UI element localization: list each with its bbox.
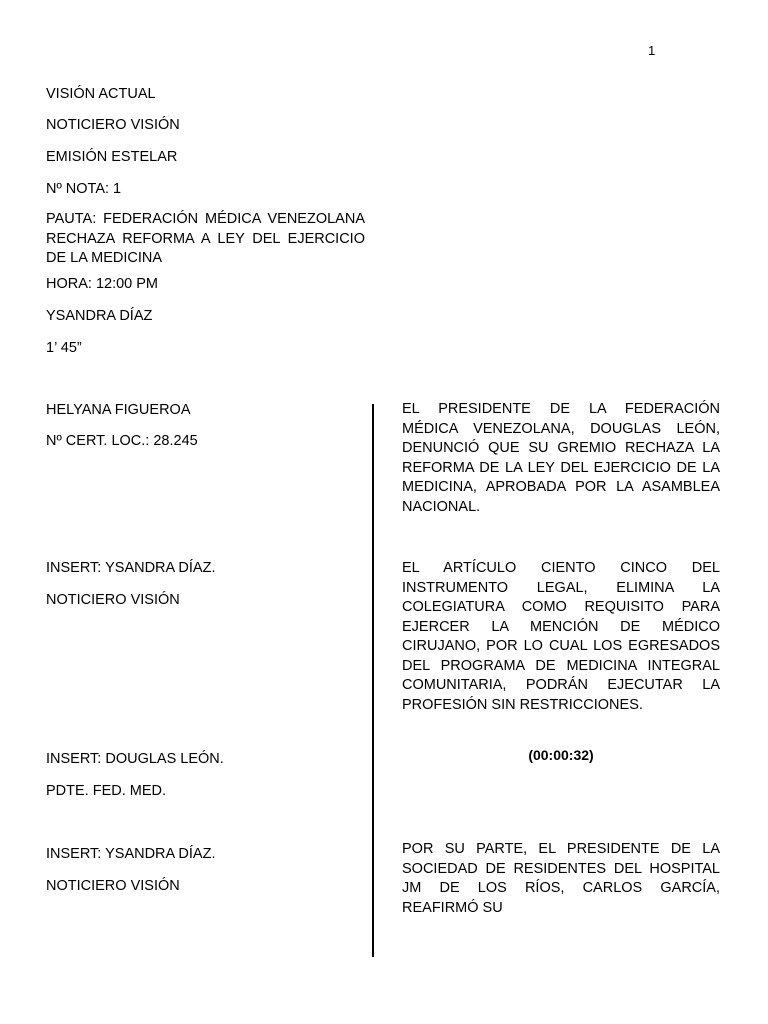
anchor-name: HELYANA FIGUEROA — [46, 402, 191, 418]
show-name: NOTICIERO VISIÓN — [46, 117, 180, 133]
insert-3-name: INSERT: YSANDRA DÍAZ. — [46, 846, 216, 862]
insert-2-org: PDTE. FED. MED. — [46, 783, 167, 799]
timecode: (00:00:32) — [528, 747, 594, 763]
anchor-cert: Nº CERT. LOC.: 28.245 — [46, 433, 198, 449]
column-divider — [372, 404, 374, 957]
script-paragraph-3: POR SU PARTE, EL PRESIDENTE DE LA SOCIEDAD DE RESIDENTES DEL HOSPITAL JM DE LOS RÍOS, CARLOS GARCÍA, REAFIRMÓ SU — [402, 841, 720, 916]
script-paragraph-1: EL PRESIDENTE DE LA FEDERACIÓN MÉDICA VENEZOLANA, DOUGLAS LEÓN, DENUNCIÓ QUE SU GREMIO RECHAZA LA REFORMA DE LA LEY DEL EJERCICIO DE LA MEDICINA, APROBADA POR LA ASAMBLEA NACIONAL. — [402, 401, 720, 515]
script-paragraph-2: EL ARTÍCULO CIENTO CINCO DEL INSTRUMENTO LEGAL, ELIMINA LA COLEGIATURA COMO REQUISITO PARA EJERCER LA MENCIÓN DE MÉDICO CIRUJANO, POR LO CUAL LOS EGRESADOS DEL PROGRAMA DE MEDICINA INTEGRAL COMUNITARIA, PODRÁN EJECUTAR LA PROFESIÓN SIN RESTRICCIONES. — [402, 560, 720, 713]
note-number: Nº NOTA: 1 — [46, 181, 122, 197]
duration: 1’ 45” — [46, 340, 82, 356]
page-number: 1 — [648, 43, 656, 58]
insert-2-name: INSERT: DOUGLAS LEÓN. — [46, 751, 224, 767]
insert-1-name: INSERT: YSANDRA DÍAZ. — [46, 560, 216, 576]
broadcast-time: HORA: 12:00 PM — [46, 276, 159, 292]
insert-3-org: NOTICIERO VISIÓN — [46, 878, 180, 894]
reporter-name: YSANDRA DÍAZ — [46, 308, 153, 324]
pauta-text: PAUTA: FEDERACIÓN MÉDICA VENEZOLANA RECHAZA REFORMA A LEY DEL EJERCICIO DE LA MEDICINA — [46, 211, 365, 266]
edition-name: EMISIÓN ESTELAR — [46, 149, 178, 165]
program-name: VISIÓN ACTUAL — [46, 86, 156, 102]
insert-1-org: NOTICIERO VISIÓN — [46, 592, 180, 608]
